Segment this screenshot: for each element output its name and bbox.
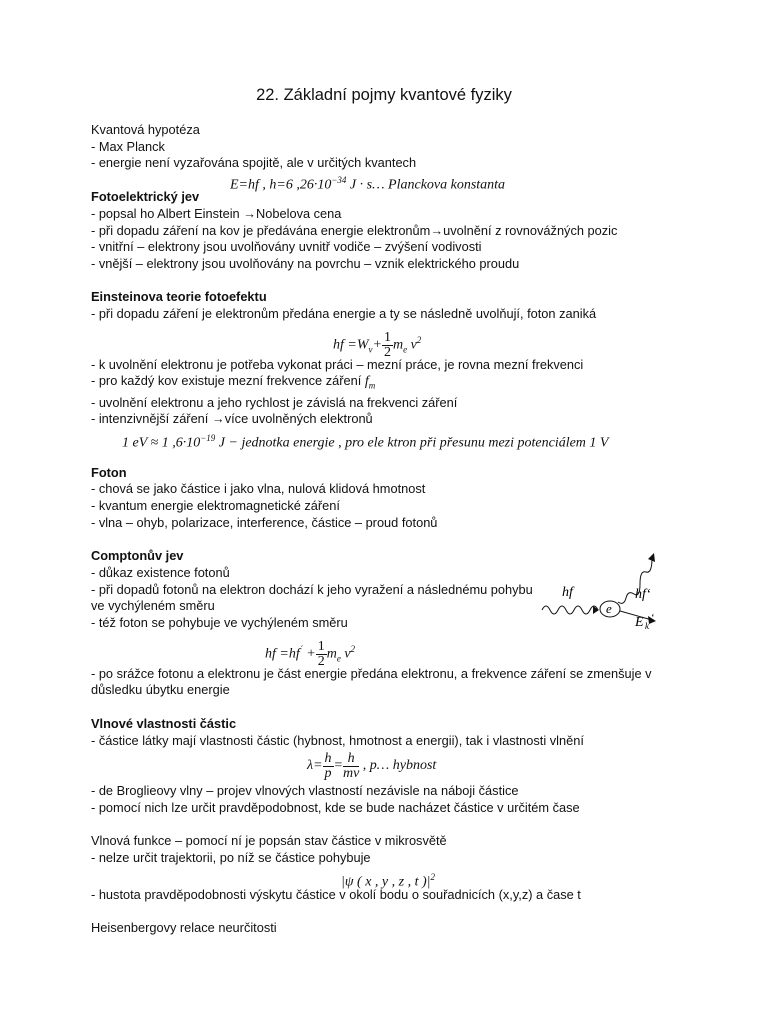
bullet: - kvantum energie elektromagnetické záření	[91, 498, 340, 514]
frac-num: h	[343, 752, 359, 767]
bullet: - při dopadu záření na kov je předávána energie elektronům→uvolnění z rovnovážných pozic	[91, 222, 618, 238]
eq-exponent: −19	[200, 433, 216, 444]
eq-exponent: 2	[416, 334, 422, 345]
fraction-h-p	[323, 752, 334, 781]
bullet: - též foton se pohybuje ve vychýleném směru	[91, 615, 348, 631]
bullet: - důkaz existence fotonů	[91, 564, 230, 580]
ek-label: E	[635, 615, 644, 630]
eq-part: +	[302, 646, 316, 662]
frac-num: h	[324, 750, 332, 766]
bullet: - vnitřní – elektrony jsou uvolňovány uvnitř vodiče – zvýšení vodivosti	[91, 239, 482, 255]
bullet: - vlna – ohyb, polarizace, interference, částice – proud fotonů	[91, 514, 438, 530]
bullet: - energie není vyzařována spojitě, ale v určitých kvantech	[91, 155, 417, 171]
eq-subscript: m	[368, 380, 376, 391]
bullet: - chová se jako částice i jako vlna, nulová klidová hmotnost	[91, 481, 426, 497]
section-heading-einstein-theory: Einsteinova teorie fotoefektu	[91, 289, 267, 305]
bullet: - uvolnění elektronu a jeho rychlost je závislá na frekvenci záření	[91, 394, 458, 410]
eq-symbol: f	[364, 374, 369, 390]
eq-part: +	[372, 337, 382, 353]
eq-part: hf =hf	[265, 646, 300, 662]
bullet: - pomocí nich lze určit pravděpodobnost, kde se bude nacházet částice v určitém čase	[91, 799, 580, 815]
electronvolt-equation	[91, 428, 691, 451]
bullet: - částice látky mají vlastnosti částic (hybnost, hmotnost a energii), tak i vlastnosti vlnění	[91, 732, 584, 748]
eq-subscript: v	[368, 344, 373, 355]
eq-part: J − jednotka energie , pro ele ktron při přesunu mezi potenciálem 1 V	[215, 435, 609, 451]
section-heading-compton: Comptonův jev	[91, 548, 184, 564]
fraction-half	[382, 331, 393, 360]
section-heading-heisenberg: Heisenbergovy relace neurčitosti	[91, 920, 277, 936]
eq-part: |ψ ( x , y , z , t )|	[341, 874, 431, 890]
eq-part: E=hf , h=6 ,26·10	[230, 177, 332, 193]
wave-function-equation	[91, 867, 691, 890]
bullet: - hustota pravděpodobnosti výskytu částice v okolí bodu o souřadnicích (x,y,z) a čase t	[91, 886, 581, 902]
bullet: - popsal ho Albert Einstein →Nobelova cena	[91, 205, 342, 221]
bullet: - intenzivnější záření →více uvolněných elektronů	[91, 411, 373, 427]
bullet	[91, 373, 691, 394]
section-heading-wave-function: Vlnová funkce – pomocí ní je popsán stav částice v mikrosvětě	[91, 833, 447, 849]
eq-exponent: −34	[331, 175, 347, 186]
eq-part: v	[407, 337, 417, 353]
frac-den: mv	[342, 765, 360, 781]
bullet: - při dopadů fotonů na elektron dochází k jeho vyražení a následnému pohybu ve vychýleném směru	[91, 581, 533, 614]
section-heading-photoelectric: Fotoelektrický jev	[91, 189, 200, 205]
bullet: - nelze určit trajektorii, po níž se částice pohybuje	[91, 850, 371, 866]
eq-part: v	[340, 646, 351, 662]
planck-equation	[91, 172, 691, 193]
eq-subscript: e	[403, 344, 408, 355]
compton-equation	[91, 632, 691, 669]
eq-exponent: 2	[350, 643, 356, 654]
eq-part: m	[392, 337, 404, 353]
eq-part: hf =W	[333, 337, 369, 353]
eq-part: =	[333, 758, 343, 774]
eq-subscript: e	[336, 653, 341, 664]
document-body	[91, 122, 691, 937]
hf-prime-label: hf‘	[635, 587, 651, 602]
ek-prime-label: ‘	[651, 612, 655, 624]
hf-label: hf	[562, 585, 573, 600]
page-title: 22. Základní pojmy kvantové fyziky	[256, 86, 512, 104]
de-broglie-equation	[91, 749, 691, 783]
eq-part: J · s… Planckova konstanta	[346, 177, 506, 193]
bullet: - Max Planck	[91, 138, 165, 154]
eq-part: , p… hybnost	[359, 758, 437, 774]
compton-diagram	[538, 545, 668, 635]
frac-den: 2	[317, 653, 325, 669]
eq-part: 1 eV ≈ 1 ,6·10	[122, 435, 201, 451]
compton-diagram-svg	[538, 545, 668, 635]
bullet: - k uvolnění elektronu je potřeba vykonat práci – mezní práce, je rovna mezní frekvenci	[91, 356, 584, 372]
bullet-text: - pro každý kov existuje mezní frekvence záření	[91, 373, 362, 389]
frac-den: p	[324, 765, 332, 781]
eq-part: λ=	[307, 758, 323, 774]
section-heading-photon: Foton	[91, 464, 127, 480]
frac-den: 2	[383, 344, 391, 360]
bullet: - de Broglieovy vlny – projev vlnových vlastností nezávisle na náboji částice	[91, 783, 519, 799]
frac-num: 1	[383, 329, 391, 345]
fraction-h-mv	[343, 752, 359, 781]
eq-exponent: 2	[430, 871, 435, 882]
section-heading-quantum-hypothesis: Kvantová hypotéza	[91, 122, 200, 137]
eq-part: m	[326, 646, 337, 662]
frac-num: 1	[317, 638, 325, 654]
eq-prime: ´	[299, 643, 303, 654]
bullet: - vnější – elektrony jsou uvolňovány na povrchu – vznik elektrického proudu	[91, 255, 520, 271]
einstein-equation	[91, 323, 691, 360]
bullet: - při dopadu záření je elektronům předána energie a ty se následně uvolňují, foton zaniká	[91, 306, 597, 322]
electron-label: e	[606, 601, 612, 616]
section-heading-wave-properties: Vlnové vlastnosti částic	[91, 715, 237, 731]
fraction-half	[316, 640, 327, 669]
ek-sub-label: k	[645, 621, 649, 631]
incoming-photon-wave	[542, 606, 598, 614]
bullet: - po srážce fotonu a elektronu je část energie předána elektronu, a frekvence záření se zmenšuje v důsledku úbytku energie	[91, 665, 652, 698]
